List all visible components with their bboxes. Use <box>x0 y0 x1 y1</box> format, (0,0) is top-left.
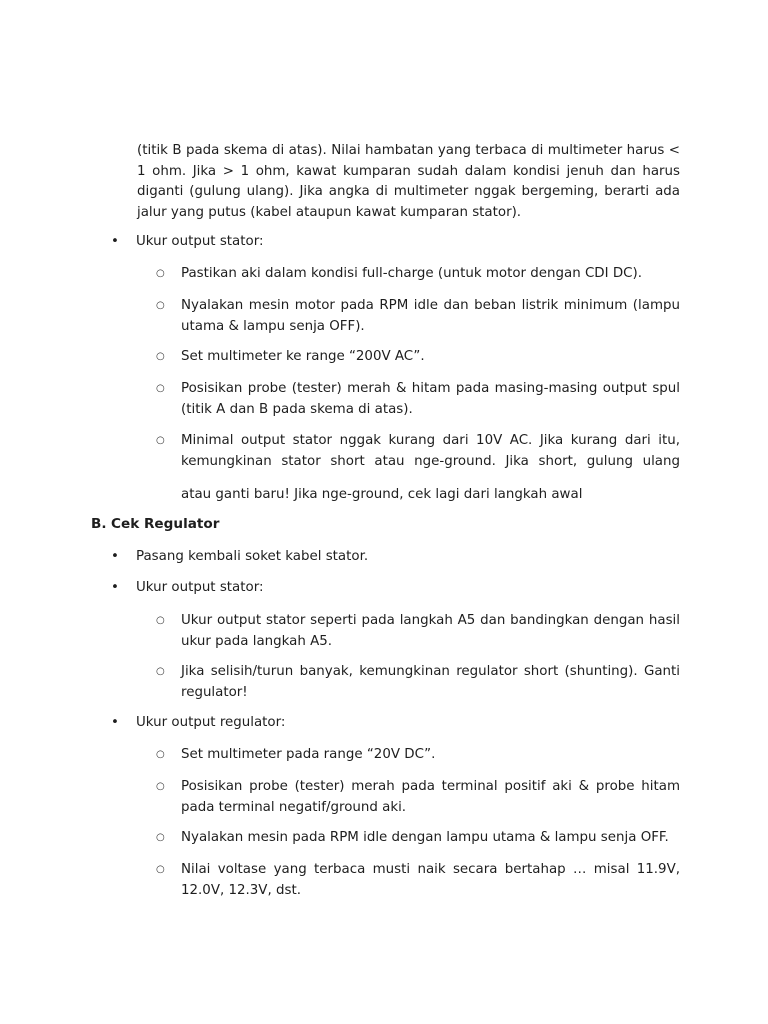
sub-bullet-marker: ○ <box>156 749 165 760</box>
section-title: Cek Regulator <box>111 516 220 532</box>
list-item <box>156 777 680 818</box>
section-heading <box>91 514 219 534</box>
list-item <box>156 860 680 901</box>
list-item-text: Set multimeter pada range “20V DC”. <box>181 747 436 762</box>
list-item <box>156 662 680 703</box>
sub-bullet-marker: ○ <box>156 781 165 792</box>
bullet-label: Pasang kembali soket kabel stator. <box>136 549 369 564</box>
list-item-text: Jika selisih/turun banyak, kemungkinan regulator short (shunting). Ganti regulator! <box>181 664 680 700</box>
list-item-text: Nilai voltase yang terbaca musti naik secara bertahap … misal 11.9V, 12.0V, 12.3V, dst. <box>181 862 680 898</box>
sub-bullet-marker: ○ <box>156 615 165 626</box>
section-letter: B. <box>91 516 107 532</box>
intro-paragraph <box>137 141 680 223</box>
sub-bullet-marker: ○ <box>156 300 165 311</box>
list-item-text: Nyalakan mesin pada RPM idle dengan lampu utama & lampu senja OFF. <box>181 830 669 845</box>
sub-bullet-marker: ○ <box>156 383 165 394</box>
sub-bullet-marker: ○ <box>156 864 165 875</box>
sub-bullet-marker: ○ <box>156 435 165 446</box>
bullet-marker: • <box>111 580 119 595</box>
intro-paragraph-text: (titik B pada skema di atas). Nilai hambatan yang terbaca di multimeter harus < 1 ohm. Jika > 1 ohm, kawat kumparan sudah dalam kondisi jenuh dan harus diganti (gulung ulang). Jika angka di multimeter nggak bergeming, berarti ada jalur yang putus (kabel ataupun kawat kumparan stator). <box>137 143 680 220</box>
list-item <box>156 347 680 368</box>
sub-bullet-marker: ○ <box>156 832 165 843</box>
bullet-label: Ukur output stator: <box>136 580 264 595</box>
list-item <box>156 264 680 285</box>
list-item-text: Posisikan probe (tester) merah & hitam pada masing-masing output spul (titik A dan B pada skema di atas). <box>181 381 680 417</box>
sub-bullet-marker: ○ <box>156 666 165 677</box>
list-item-text: Minimal output stator nggak kurang dari 10V AC. Jika kurang dari itu, kemungkinan stator short atau nge-ground. Jika short, gulung ulang <box>181 433 680 469</box>
list-item-text: Ukur output stator seperti pada langkah A5 dan bandingkan dengan hasil ukur pada langkah A5. <box>181 613 680 649</box>
sub-bullet-marker: ○ <box>156 351 165 362</box>
bullet-marker: • <box>111 715 119 730</box>
bullet-label: Ukur output stator: <box>136 234 264 249</box>
list-item-text: Set multimeter ke range “200V AC”. <box>181 349 425 364</box>
list-item-text: Posisikan probe (tester) merah pada terminal positif aki & probe hitam pada terminal negatif/ground aki. <box>181 779 680 815</box>
list-item <box>156 611 680 652</box>
list-item <box>156 379 680 420</box>
list-item <box>156 828 680 849</box>
list-item <box>156 745 680 766</box>
bullet-label: Ukur output regulator: <box>136 715 286 730</box>
list-item-text: Nyalakan mesin motor pada RPM idle dan beban listrik minimum (lampu utama & lampu senja OFF). <box>181 298 680 334</box>
sub-bullet-marker: ○ <box>156 268 165 279</box>
list-item-continuation: atau ganti baru! Jika nge-ground, cek lagi dari langkah awal <box>181 487 583 502</box>
list-item <box>156 431 680 472</box>
list-item <box>156 296 680 337</box>
bullet-marker: • <box>111 549 119 564</box>
list-item-text: Pastikan aki dalam kondisi full-charge (untuk motor dengan CDI DC). <box>181 266 642 281</box>
bullet-marker: • <box>111 234 119 249</box>
